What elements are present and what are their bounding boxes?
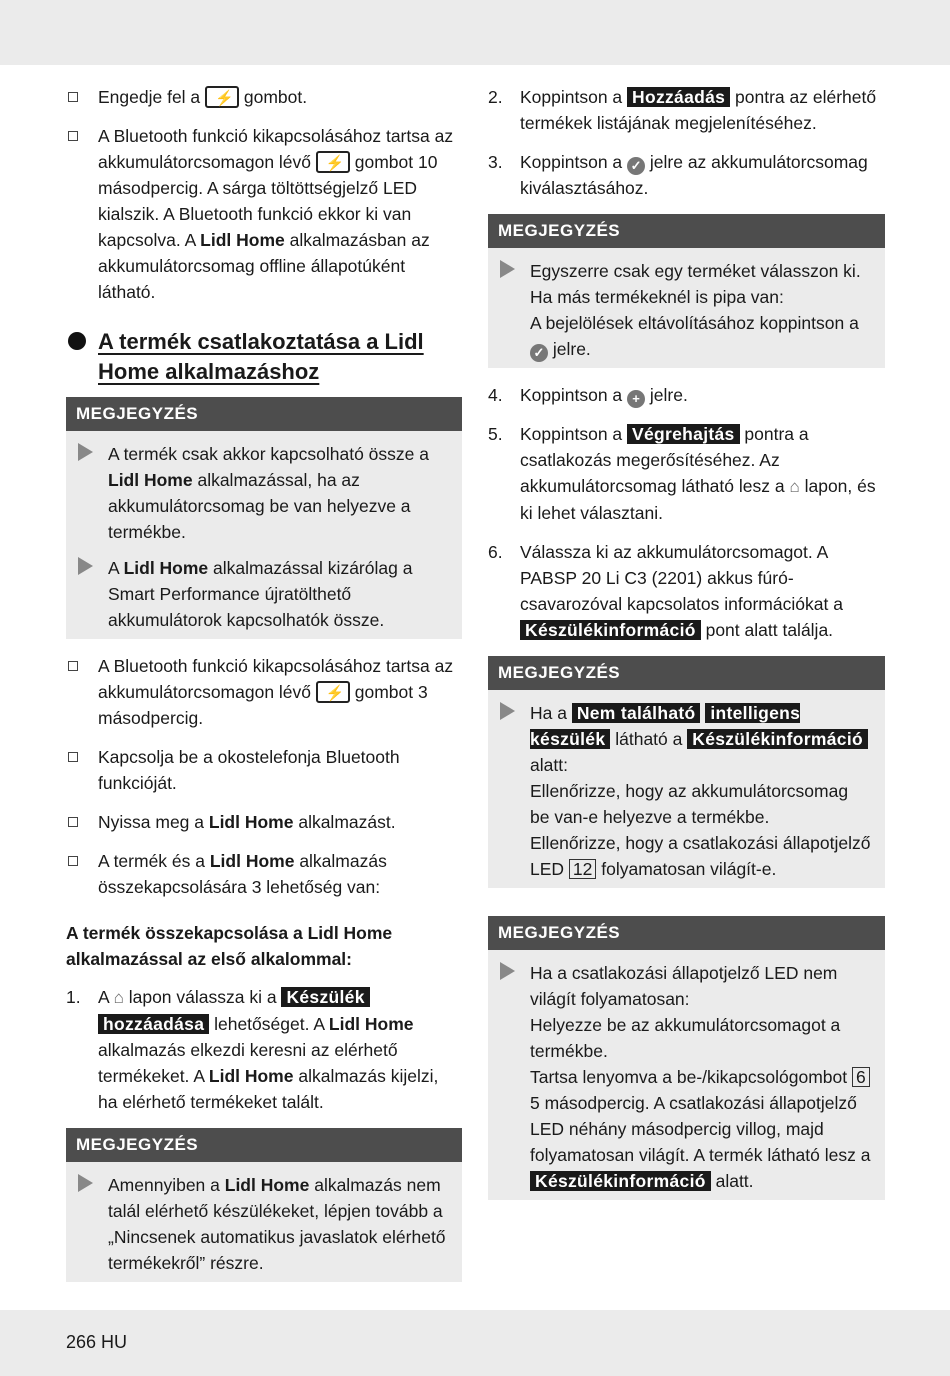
note-item: Ha a csatlakozási állapotjelző LED nem világít folyamatosan: Helyezze be az akkumulátorcsomagot a termékbe. Tartsa lenyomva a be-/kikapcsológombot 6 5 másodpercig. A csatlakozási állapotjelző LED néhány másodpercig villog, majd folyamatosan világít. A termék látható lesz a Készülékinformáció alatt. bbox=[488, 950, 885, 1194]
note-box bbox=[66, 397, 462, 639]
note-heading: MEGJEGYZÉS bbox=[488, 656, 885, 690]
home-icon: ⌂ bbox=[113, 988, 124, 1007]
note-box bbox=[488, 214, 885, 368]
page-number: 266 HU bbox=[66, 1332, 128, 1352]
note-heading: MEGJEGYZÉS bbox=[66, 397, 462, 431]
step-2: 2. Koppintson a Hozzáadás pontra az elérhető termékek listájának megjelenítéséhez. bbox=[488, 87, 877, 133]
subheading: A termék összekapcsolása a Lidl Home alkalmazással az első alkalommal: bbox=[66, 923, 393, 969]
step-3: 3. Koppintson a ✓ jelre az akkumulátorcsomag kiválasztásához. bbox=[488, 152, 868, 198]
power-button-icon bbox=[316, 151, 350, 173]
list-item: A Bluetooth funkció kikapcsolásához tartsa az akkumulátorcsomagon lévő ⚡ gombot 3 másodpercig. bbox=[66, 653, 462, 731]
note-item: Amennyiben a Lidl Home alkalmazás nem talál elérhető készülékeket, lépjen tovább a „Nincsenek automatikus javaslatok elérhető termékekről” részre. bbox=[66, 1162, 462, 1276]
list-item: Nyissa meg a Lidl Home alkalmazást. bbox=[66, 809, 462, 835]
checkbox-bullet-icon bbox=[68, 856, 78, 866]
checkbox-bullet-icon bbox=[68, 661, 78, 671]
check-circle-icon: ✓ bbox=[627, 157, 645, 175]
header-band bbox=[0, 0, 950, 65]
note-heading: MEGJEGYZÉS bbox=[488, 214, 885, 248]
note-item: A Lidl Home alkalmazással kizárólag a Smart Performance újratölthető akkumulátorok kapcsolhatók össze. bbox=[66, 545, 462, 633]
checkbox-bullet-icon bbox=[68, 92, 78, 102]
step-6: 6. Válassza ki az akkumulátorcsomagot. A PABSP 20 Li C3 (2201) akkus fúró-csavarozóval kapcsolatos információkat a Készülékinformáció pont alatt találja. bbox=[488, 542, 843, 640]
right-column bbox=[488, 84, 885, 1214]
section-heading: A termék csatlakoztatása a Lidl Home alkalmazáshoz bbox=[66, 327, 462, 387]
list-item: Kapcsolja be a okostelefonja Bluetooth funkcióját. bbox=[66, 744, 462, 796]
note-box bbox=[488, 916, 885, 1200]
note-heading: MEGJEGYZÉS bbox=[66, 1128, 462, 1162]
triangle-bullet-icon bbox=[500, 260, 515, 278]
triangle-bullet-icon bbox=[500, 962, 515, 980]
power-button-icon bbox=[316, 681, 350, 703]
step-4: 4. Koppintson a + jelre. bbox=[488, 385, 688, 406]
note-heading: MEGJEGYZÉS bbox=[488, 916, 885, 950]
note-box bbox=[488, 656, 885, 888]
triangle-bullet-icon bbox=[78, 557, 93, 575]
note-item: A termék csak akkor kapcsolható össze a Lidl Home alkalmazással, ha az akkumulátorcsomag be van helyezve a termékbe. bbox=[66, 431, 462, 545]
triangle-bullet-icon bbox=[500, 702, 515, 720]
triangle-bullet-icon bbox=[78, 1174, 93, 1192]
checkbox-bullet-icon bbox=[68, 752, 78, 762]
list-item: Engedje fel a ⚡ gombot. bbox=[66, 84, 462, 110]
step-1: 1. A ⌂ lapon válassza ki a Készülék hozzáadása lehetőséget. A Lidl Home alkalmazás elkezdi keresni az elérhető termékeket. A Lidl Home alkalmazás kijelzi, ha elérhető termékeket talált. bbox=[66, 987, 439, 1112]
bullet-dot-icon bbox=[68, 332, 86, 350]
checkbox-bullet-icon bbox=[68, 817, 78, 827]
triangle-bullet-icon bbox=[78, 443, 93, 461]
note-item: Ha a Nem található intelligens készülék látható a Készülékinformáció alatt: Ellenőrizze, hogy az akkumulátorcsomag be van-e helyezve a termékbe. Ellenőrizze, hogy a csatlakozási állapotjelző LED 12 folyamatosan világít-e. bbox=[488, 690, 885, 882]
power-button-icon bbox=[205, 86, 239, 108]
plus-circle-icon: + bbox=[627, 390, 645, 408]
check-circle-icon: ✓ bbox=[530, 344, 548, 362]
left-column bbox=[66, 84, 462, 1296]
checkbox-bullet-icon bbox=[68, 131, 78, 141]
step-5: 5. Koppintson a Végrehajtás pontra a csatlakozás megerősítéséhez. Az akkumulátorcsomag látható lesz a ⌂ lapon, és ki lehet választani. bbox=[488, 424, 876, 523]
note-item: Egyszerre csak egy terméket válasszon ki. Ha más termékeknél is pipa van: A bejelölések eltávolításához koppintson a ✓ jelre. bbox=[488, 248, 885, 362]
home-icon: ⌂ bbox=[789, 477, 800, 496]
note-box bbox=[66, 1128, 462, 1282]
footer-band bbox=[0, 1310, 950, 1376]
list-item: A Bluetooth funkció kikapcsolásához tartsa az akkumulátorcsomagon lévő ⚡ gombot 10 másodpercig. A sárga töltöttségjelző LED kialszik. A Bluetooth funkció ekkor ki van kapcsolva. A Lidl Home alkalmazásban az akkumulátorcsomag offline állapotúként látható. bbox=[66, 123, 462, 305]
list-item: A termék és a Lidl Home alkalmazás összekapcsolására 3 lehetőség van: bbox=[66, 848, 462, 900]
